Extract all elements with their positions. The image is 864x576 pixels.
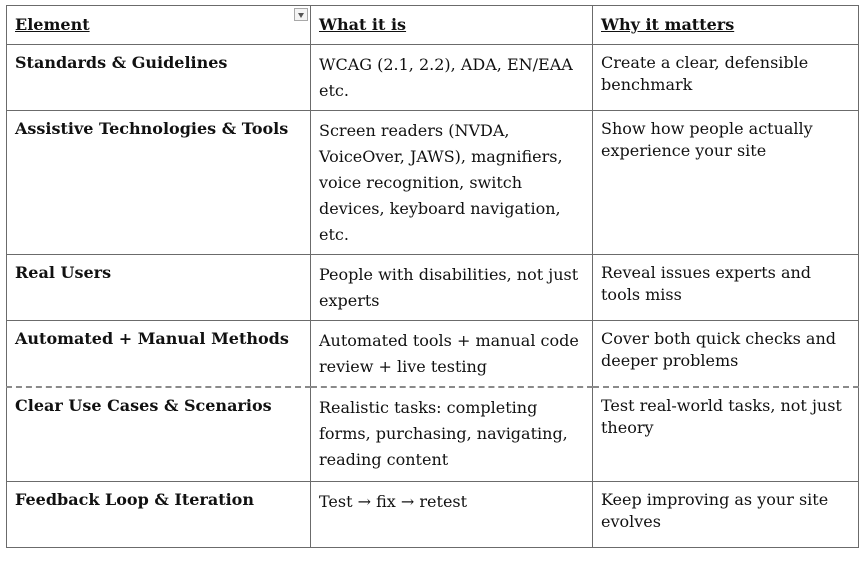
- what-cell: Test → fix → retest: [311, 482, 593, 548]
- element-cell: Automated + Manual Methods: [7, 321, 311, 388]
- table-row: [7, 45, 859, 111]
- what-cell: WCAG (2.1, 2.2), ADA, EN/EAA etc.: [311, 45, 593, 111]
- element-cell: Clear Use Cases & Scenarios: [7, 387, 311, 482]
- filter-dropdown-icon[interactable]: [294, 8, 308, 21]
- what-cell: Automated tools + manual code review + live testing: [311, 321, 593, 388]
- what-cell: People with disabilities, not just experts: [311, 255, 593, 321]
- table-row: [7, 387, 859, 482]
- why-cell: Test real-world tasks, not just theory: [593, 387, 859, 482]
- header-element-label: Element: [15, 15, 90, 34]
- table-row: [7, 111, 859, 255]
- element-cell: Real Users: [7, 255, 311, 321]
- why-cell: Create a clear, defensible benchmark: [593, 45, 859, 111]
- header-what: What it is: [311, 6, 593, 45]
- what-cell: Realistic tasks: completing forms, purchasing, navigating, reading content: [311, 387, 593, 482]
- element-cell: Assistive Technologies & Tools: [7, 111, 311, 255]
- why-cell: Reveal issues experts and tools miss: [593, 255, 859, 321]
- element-cell: Feedback Loop & Iteration: [7, 482, 311, 548]
- header-element: [7, 6, 311, 45]
- header-why: Why it matters: [593, 6, 859, 45]
- table-row: [7, 321, 859, 388]
- table-row: [7, 482, 859, 548]
- table-row: [7, 255, 859, 321]
- header-row: [7, 6, 859, 45]
- accessibility-testing-table: [6, 5, 859, 548]
- why-cell: Keep improving as your site evolves: [593, 482, 859, 548]
- why-cell: Show how people actually experience your site: [593, 111, 859, 255]
- why-cell: Cover both quick checks and deeper problems: [593, 321, 859, 388]
- element-cell: Standards & Guidelines: [7, 45, 311, 111]
- what-cell: Screen readers (NVDA, VoiceOver, JAWS), magnifiers, voice recognition, switch devices, keyboard navigation, etc.: [311, 111, 593, 255]
